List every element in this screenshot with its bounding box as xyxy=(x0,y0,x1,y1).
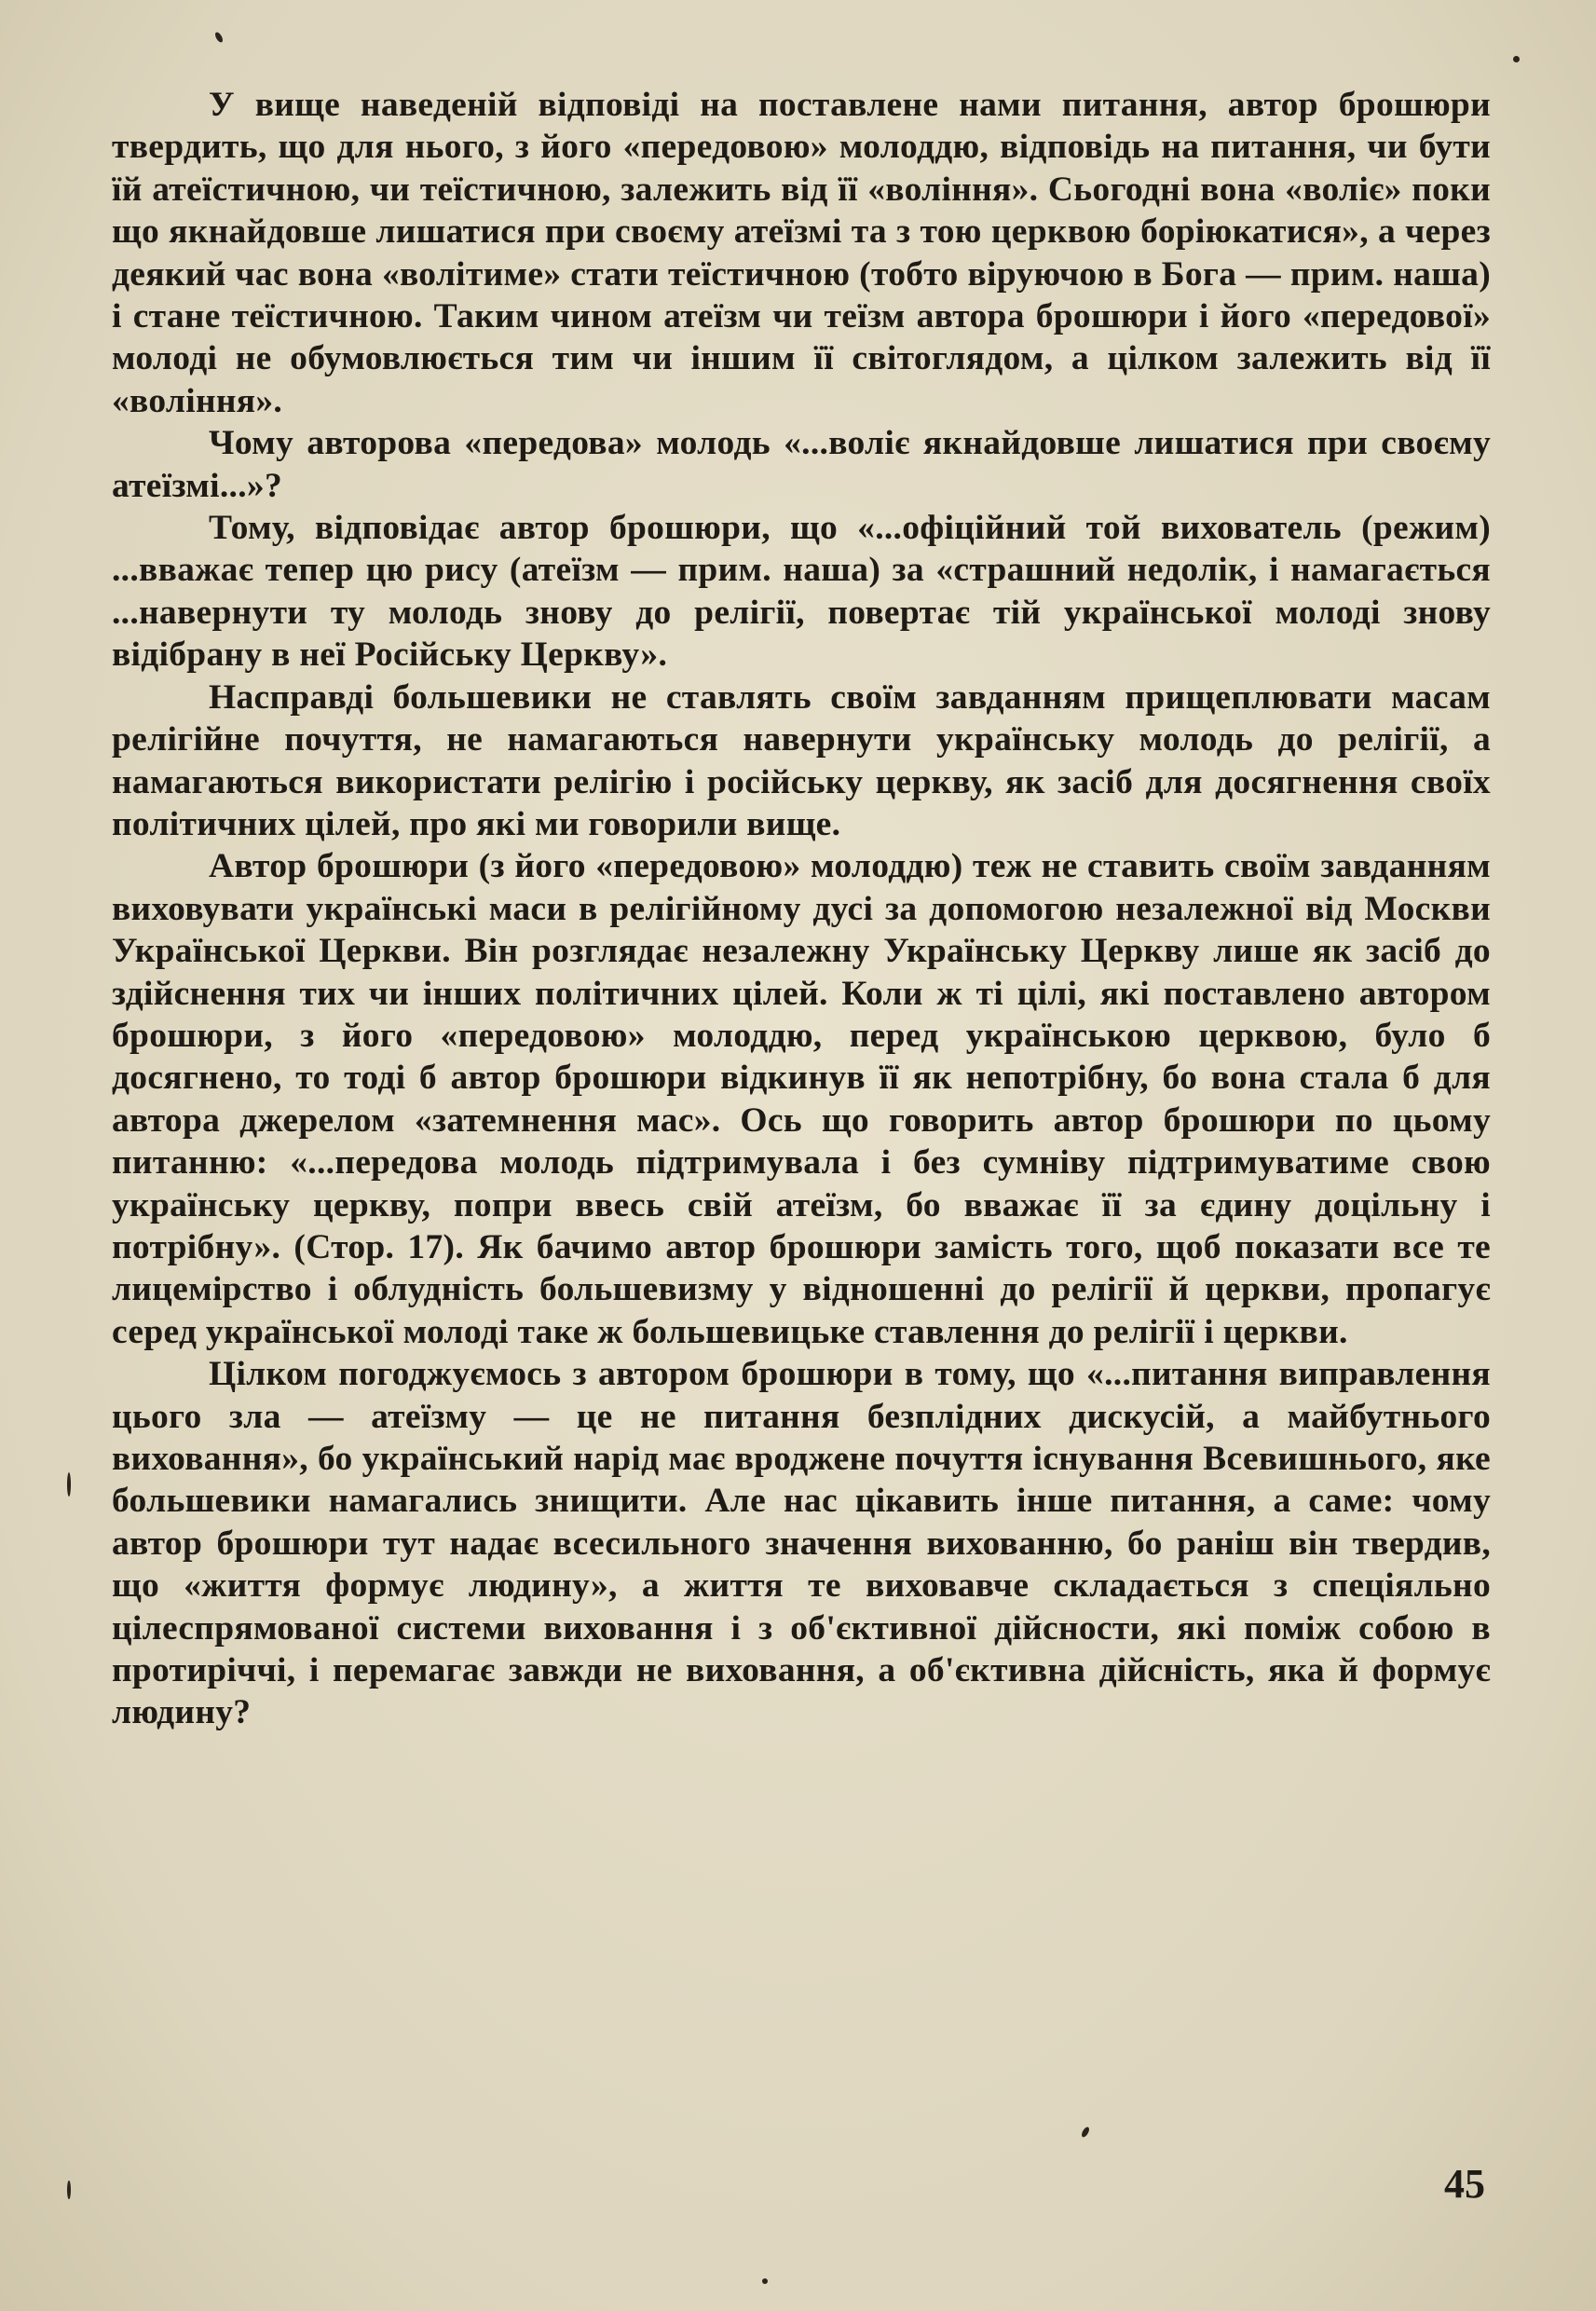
paragraph: У вище наведеній відповіді на поставлене нами питання, автор брошюри твердить, що для нього, з його «передовою» молоддю, відповідь на питання, чи бути їй атеїстичною, чи теїстичною, залежить від її «воління». Сьогодні вона «воліє» поки що якнайдовше лишатися при своєму атеїзмі та з тою церквою боріюкатися», а через деякий час вона «волітиме» стати теїстичною (тобто віруючою в Бога — прим. наша) і стане теїстичною. Таким чином атеїзм чи теїзм автора брошюри і його «передової» молоді не обумовлюється тим чи іншим її світоглядом, а цілком залежить від її «воління». xyxy=(112,86,1491,420)
ink-speck xyxy=(67,2181,71,2199)
ink-speck xyxy=(1513,56,1520,62)
ink-speck xyxy=(213,31,224,43)
page-number: 45 xyxy=(1444,2161,1485,2207)
body-text xyxy=(112,84,1491,1734)
paragraph: Насправді большевики не ставлять своїм завданням прищеплювати масам релігійне почуття, не намагаються навернути українську молодь до релігії, а намагаються використати релігію і російську церкву, як засіб для досягнення своїх політичних цілей, про які ми говорили вище. xyxy=(112,677,1491,843)
ink-speck xyxy=(1080,2126,1090,2138)
paragraph: Чому авторова «передова» молодь «...воліє якнайдовше лишатися при своєму атеїзмі...»? xyxy=(112,424,1491,505)
paragraph: Тому, відповідає автор брошюри, що «...офіційний той вихователь (режим) ...вважає тепер цю рису (атеїзм — прим. наша) за «страшний недолік, і намагається ...навернути ту молодь знову до релігії, повертає тій української молоді знову відібрану в неї Російську Церкву». xyxy=(112,509,1491,675)
paragraph: Автор брошюри (з його «передовою» молоддю) теж не ставить своїм завданням виховувати українські маси в релігійному дусі за допомогою незалежної від Москви Української Церкви. Він розглядає незалежну Українську Церкву лише як засіб до здійснення тих чи інших політичних цілей. Коли ж ті цілі, які поставлено автором брошюри, з його «передовою» молоддю, перед українською церквою, було б досягнено, то тоді б автор брошюри відкинув її як непотрібну, бо вона стала б для автора джерелом «затемнення мас». Ось що говорить автор брошюри по цьому питанню: «...передова молодь підтримувала і без сумніву підтримуватиме свою українську церкву, попри ввесь свій атеїзм, бо вважає її за єдину доцільну і потрібну». (Стор. 17). Як бачимо автор брошюри замість того, щоб показати все те лицемірство і облудність большевизму у відношенні до релігії й церкви, пропагує серед української молоді таке ж большевицьке ставлення до релігії і церкви. xyxy=(112,847,1491,1351)
ink-speck xyxy=(67,1472,71,1497)
paragraph: Цілком погоджуємось з автором брошюри в тому, що «...питання виправлення цього зла — атеїзму — це не питання безплідних дискусій, а майбутнього виховання», бо український нарід має вроджене почуття існування Всевишнього, яке большевики намагались знищити. Але нас цікавить інше питання, а саме: чому автор брошюри тут надає всесильного значення вихованню, бо раніш він твердив, що «життя формує людину», а життя те виховавче складається з спеціяльно цілеспрямованої системи виховання і з об'єктивної дійсности, які поміж собою в протиріччі, і перемагає завжди не виховання, а об'єктивна дійсність, яка й формує людину? xyxy=(112,1355,1491,1732)
ink-speck xyxy=(762,2278,768,2284)
